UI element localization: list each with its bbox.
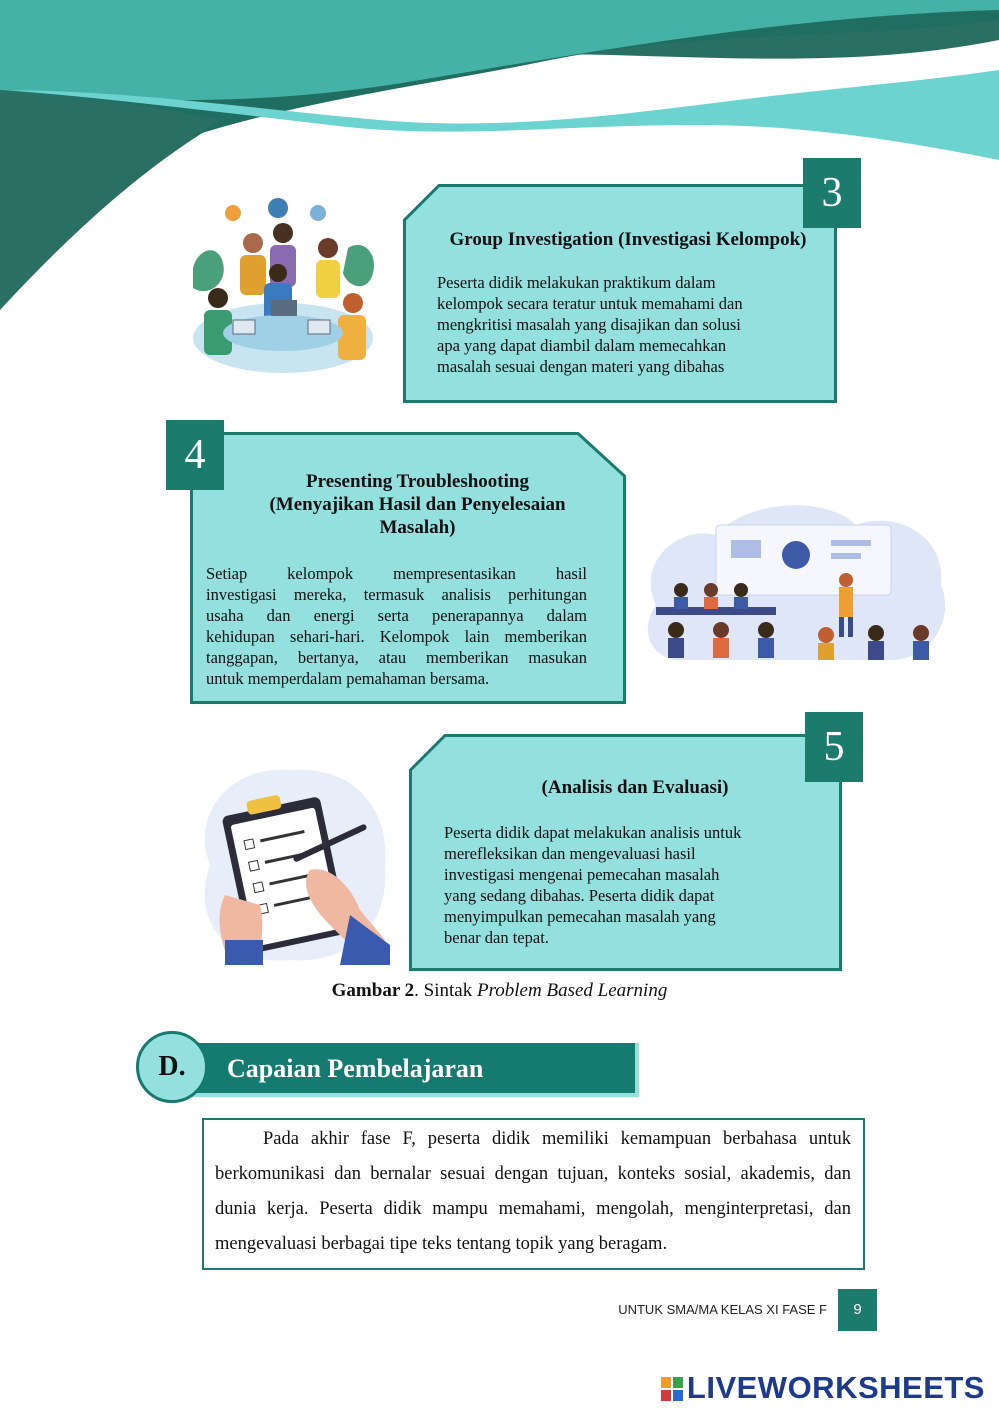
group-investigation-illustration	[178, 188, 388, 393]
card-4-line: untuk memperdalam pemahaman bersama.	[206, 669, 490, 688]
card-4-line: Setiap kelompok mempresentasikan hasil	[206, 564, 587, 583]
liveworksheets-logo-icon	[661, 1377, 683, 1401]
card-5-line: menyimpulkan pemecahan masalah yang	[444, 907, 716, 926]
card-4-title	[230, 470, 605, 539]
card-5-line: yang sedang dibahas. Peserta didik dapat	[444, 886, 715, 905]
caption-italic: Problem Based Learning	[476, 980, 668, 1001]
card-5-line: Peserta didik dapat melakukan analisis untuk	[444, 823, 742, 842]
footer-label: UNTUK SMA/MA KELAS XI FASE F	[618, 1302, 827, 1317]
step-number-4: 4	[166, 420, 224, 490]
card-3-line: Peserta didik melakukan praktikum dalam	[437, 273, 716, 292]
learning-outcome-paragraph: Pada akhir fase F, peserta didik memiliki kemampuan berbahasa untuk berkomunikasi dan bernalar sesuai dengan tujuan, konteks sosial, akademis, dan dunia kerja. Peserta didik mampu memahami, mengolah, menginterpretasi, dan mengevaluasi berbagai tipe teks tentang topik yang beragam.	[215, 1129, 851, 1254]
card-4-title-line: Presenting Troubleshooting	[306, 471, 529, 492]
card-5-title: (Analisis dan Evaluasi)	[541, 777, 729, 798]
card-3-line: kelompok secara teratur untuk memahami dan	[437, 294, 743, 313]
card-3-line: apa yang dapat diambil dalam memecahkan	[437, 336, 727, 355]
liveworksheets-watermark	[661, 1370, 985, 1406]
card-5-line: merefleksikan dan mengevaluasi hasil	[444, 844, 696, 863]
card-4-line: tanggapan, bertanya, atau memberikan masukan	[206, 648, 587, 667]
card-5-line: investigasi mengenai pemecahan masalah	[444, 865, 720, 884]
card-4-line: investigasi mereka, termasuk analisis perhitungan	[206, 585, 587, 604]
card-5-body	[444, 822, 824, 948]
presentation-illustration	[636, 495, 956, 670]
card-4-body	[206, 563, 587, 689]
card-3-line: masalah sesuai dengan materi yang dibahas	[437, 357, 725, 376]
page-number: 9	[838, 1289, 877, 1331]
section-title: Capaian Pembelajaran	[227, 1054, 484, 1083]
step-number-5: 5	[805, 712, 863, 782]
step-number-3: 3	[803, 158, 861, 228]
figure-caption	[0, 980, 999, 1002]
evaluation-checklist-illustration	[190, 765, 390, 965]
card-4-line: kehidupan sehari-hari. Kelompok lain memberikan	[206, 627, 587, 646]
card-5-line: benar dan tepat.	[444, 928, 549, 947]
section-letter-badge: D.	[136, 1031, 208, 1103]
card-4-line: usaha dan energi serta penerapannya dalam	[206, 606, 587, 625]
card-3-line: mengkritisi masalah yang disajikan dan solusi	[437, 315, 741, 334]
caption-label: Gambar 2	[331, 980, 415, 1001]
caption-middle: . Sintak	[414, 980, 477, 1001]
watermark-text: LIVEWORKSHEETS	[686, 1370, 985, 1405]
card-3-body	[437, 272, 817, 377]
card-3-title: Group Investigation (Investigasi Kelompok)	[449, 229, 807, 250]
card-4-title-line: (Menyajikan Hasil dan Penyelesaian	[269, 494, 566, 515]
card-4-title-line: Masalah)	[379, 517, 456, 538]
